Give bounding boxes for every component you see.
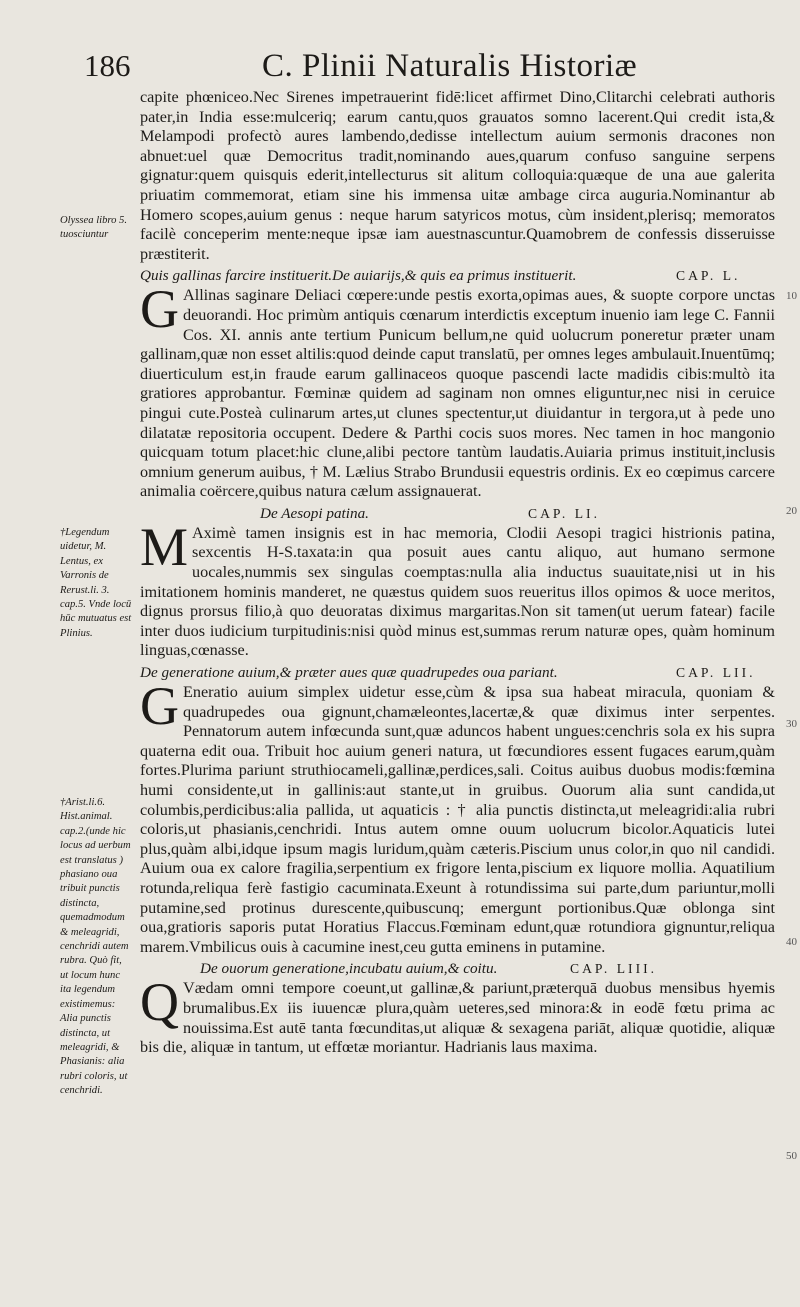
line-number: 10 — [786, 290, 797, 302]
chapter-title: De Aesopi patina. — [260, 504, 369, 522]
chapter-number: CAP. LI. — [528, 505, 600, 521]
chapter-title: De ouorum generatione,incubatu auium,& coitu. — [200, 960, 498, 978]
chapter-heading-52 — [140, 663, 775, 683]
chapter-text: Aximè tamen insignis est in hac memoria, Clodii Aesopi tragici histrionis patina, sexcentis H-S.taxata:in qua posuit aues cantu aliquo, aut humano sermone uocales,nummis sex singulas coemptas:nulla alia inductus suauitate,nisi ut in his imitationem hominis manderet, ne quæstus quidem suos reueritus illos opimos & uoce meritos, dignus prorsus filio,à quo deuoratas diximus margaritas.Non sit tamen(ut uerum fatear) facile inter duos iudicium turpitudinis:nisi quòd minus est,summas rerum naturæ opes, quàm hominum linguas,cœnasse. — [140, 523, 775, 660]
chapter-body-53 — [140, 972, 775, 1057]
drop-cap: G — [140, 676, 179, 737]
line-number: 30 — [786, 718, 797, 730]
drop-cap: G — [140, 279, 179, 340]
chapter-body-51 — [140, 516, 775, 661]
chapter-body-50 — [140, 279, 775, 502]
chapter-heading-51 — [140, 504, 775, 524]
drop-cap: M — [140, 516, 189, 577]
line-number: 20 — [786, 505, 797, 517]
page-header — [0, 42, 800, 90]
main-text — [140, 88, 775, 1058]
chapter-body-52 — [140, 676, 775, 957]
intro-paragraph: capite phœniceo.Nec Sirenes impetrauerint fidē:licet affirmet Dino,Clitarchi celebrati authoris pater,in India esse:mulceriq; earum cantu,quos grauatos somno lacerent.Qui credit ista,& Melampodi profectò aures lambendo,dedisse intellectum auium sermonis dracones non abnuet:uel quæ Democritus tradit,nominando aues,quarum confuso sanguine serpens gignatur:quem quisquis ederit,intellecturus sit alitum colloquia:quæque de una aue galerita priuatim commemorat, etiam sine his immensa uitæ ambage circa auguria.Nominantur ab Homero scopes,auium genus : neque harum satyricos motus, cùm insident,plerisq; memoratos facilè conceperim mente:neque ipsæ iam auestnascuntur.Quamobrem de confessis disseruisse præstiterit. — [140, 88, 775, 263]
chapter-number: CAP. LII. — [676, 665, 756, 681]
chapter-title: Quis gallinas farcire instituerit.De auiarijs,& quis ea primus instituerit. — [140, 267, 577, 285]
chapter-heading-50 — [140, 266, 775, 286]
page-number: 186 — [84, 48, 131, 83]
margin-note: †Arist.li.6. Hist.animal. cap.2.(unde hic locus ad uerbum est translatus ) phasiano oua tribuit punctis distincta, quemadmodum & meleagridi, cenchridi autem rubra. Quò fit, ut locum hunc ita legendum existimemus: Alia punctis distincta, ut meleagridi, & Phasianis: alia rubri coloris, ut cenchridi. — [60, 797, 131, 1097]
chapter-text: Eneratio auium simplex uidetur esse,cùm & ipsa sua habeat miracula, quoniam & quadrupedes oua gignunt,chamæleontes,lacertæ,& quæ diximus inter serpentes. Pennatorum autem infœcunda sunt,quæ aduncos habent ungues:cenchris sola ex his supra quaterna edit oua. Tribuit hoc auium generi natura, ut fœcundiores essent fugaces earum,quàm fortes.Plurima pariunt struthiocameli,gallinæ,perdices,sali. Coitus auibus duobus modis:fœmina humi considente,ut in gallinis:aut stante,ut in gruibus. Ouorum alia sunt candida,ut columbis,perdicibus:alia pallida, ut aquaticis : † alia punctis distincta,ut meleagridi:alia rubri coloris,ut phasianis,cenchridi. Intus autem omne ouum uolucrum bicolor.Aquaticis lutei plus,quàm albi,idque ipsum magis luridum,quàm cæteris.Piscium unus color,in quo nil candidi. Auium oua ex calore fragilia,serpentium ex frigore lenta,piscium ex liquore mollia. Aquatilium rotunda,reliqua ferè fastigio cacuminata.Exeunt à rotundissima sui parte,dum pariuntur,molli putamine,sed protinus durescente,quibuscunq; emergunt portionibus.Quæ oblonga sint oua,gratioris saporis putat Horatius Flaccus.Fœminam edunt,quæ rotundiora gignuntur,reliqua marem.Vmbilicus ouis à cacumine inest,ceu gutta eminens in putamine. — [140, 683, 775, 956]
margin-note: †Legendum uidetur, M. Lentus, ex Varronis de Rerust.li. 3. cap.5. Vnde locū hūc mutuatus est Plinius. — [60, 527, 132, 639]
chapter-number: CAP. L. — [676, 268, 741, 284]
chapter-heading-53 — [140, 959, 775, 979]
line-number: 50 — [786, 1150, 797, 1162]
line-number: 40 — [786, 936, 797, 948]
chapter-text: Allinas saginare Deliaci cœpere:unde pestis exorta,opimas aues, & suopte corpore unctas deuorandi. Hoc primùm antiquis cœnarum interdictis exceptum inuenio iam lege C. Fannii Cos. XI. annis ante tertium Punicum bellum,ne quid uolucrum poneretur præter unam gallinam,quæ non esset altilis:quod deinde caput translatū, per omnes leges ambulauit.Inuentūmq; diuerticulum est,in fraude earum gallinaceos quoque pascendi lacte madidis cibis:multò ita gratiores approbantur. Fœminæ quidem ad saginam non omnes eliguntur,nec nisi in ceruice pingui cute.Posteà culinarum artes,ut clunes spectentur,ut diuidantur in tergora,ut à pede uno dilatatæ repositoria occupent. Dedere & Parthi cocis suos mores. Nec tamen in hoc mangonio quicquam totum placet:hic clune,alibi pectore tantùm laudatis.Auiaria primus instituit,inclusis omnium generum auibus, † M. Lælius Strabo Brundusii equestris ordinis. Ex eo cœpimus carcere animalia coërcere,quibus natura cælum assignauerat. — [140, 286, 775, 501]
drop-cap: Q — [140, 972, 179, 1033]
margin-note: Olyssea libro 5. tuosciuntur — [60, 215, 127, 241]
chapter-title: De generatione auium,& præter aues quæ quadrupedes oua pariant. — [140, 664, 558, 682]
chapter-number: CAP. LIII. — [570, 961, 658, 977]
chapter-text: Vædam omni tempore coeunt,ut gallinæ,& pariunt,præterquā duobus mensibus hyemis brumalibus.Ex iis iuuencæ plura,quàm ueteres,sed minora:& in eodē fœtu prima ac nouissima.Est autē tanta fœcunditas,ut aliquæ & sexagena pariāt, aliquæ quotidie, aliquæ bis die, aliquæ in tantum, ut effœtæ moriantur. Hadrianis laus maxima. — [140, 979, 775, 1057]
running-title: C. Plinii Naturalis Historiæ — [262, 48, 638, 84]
